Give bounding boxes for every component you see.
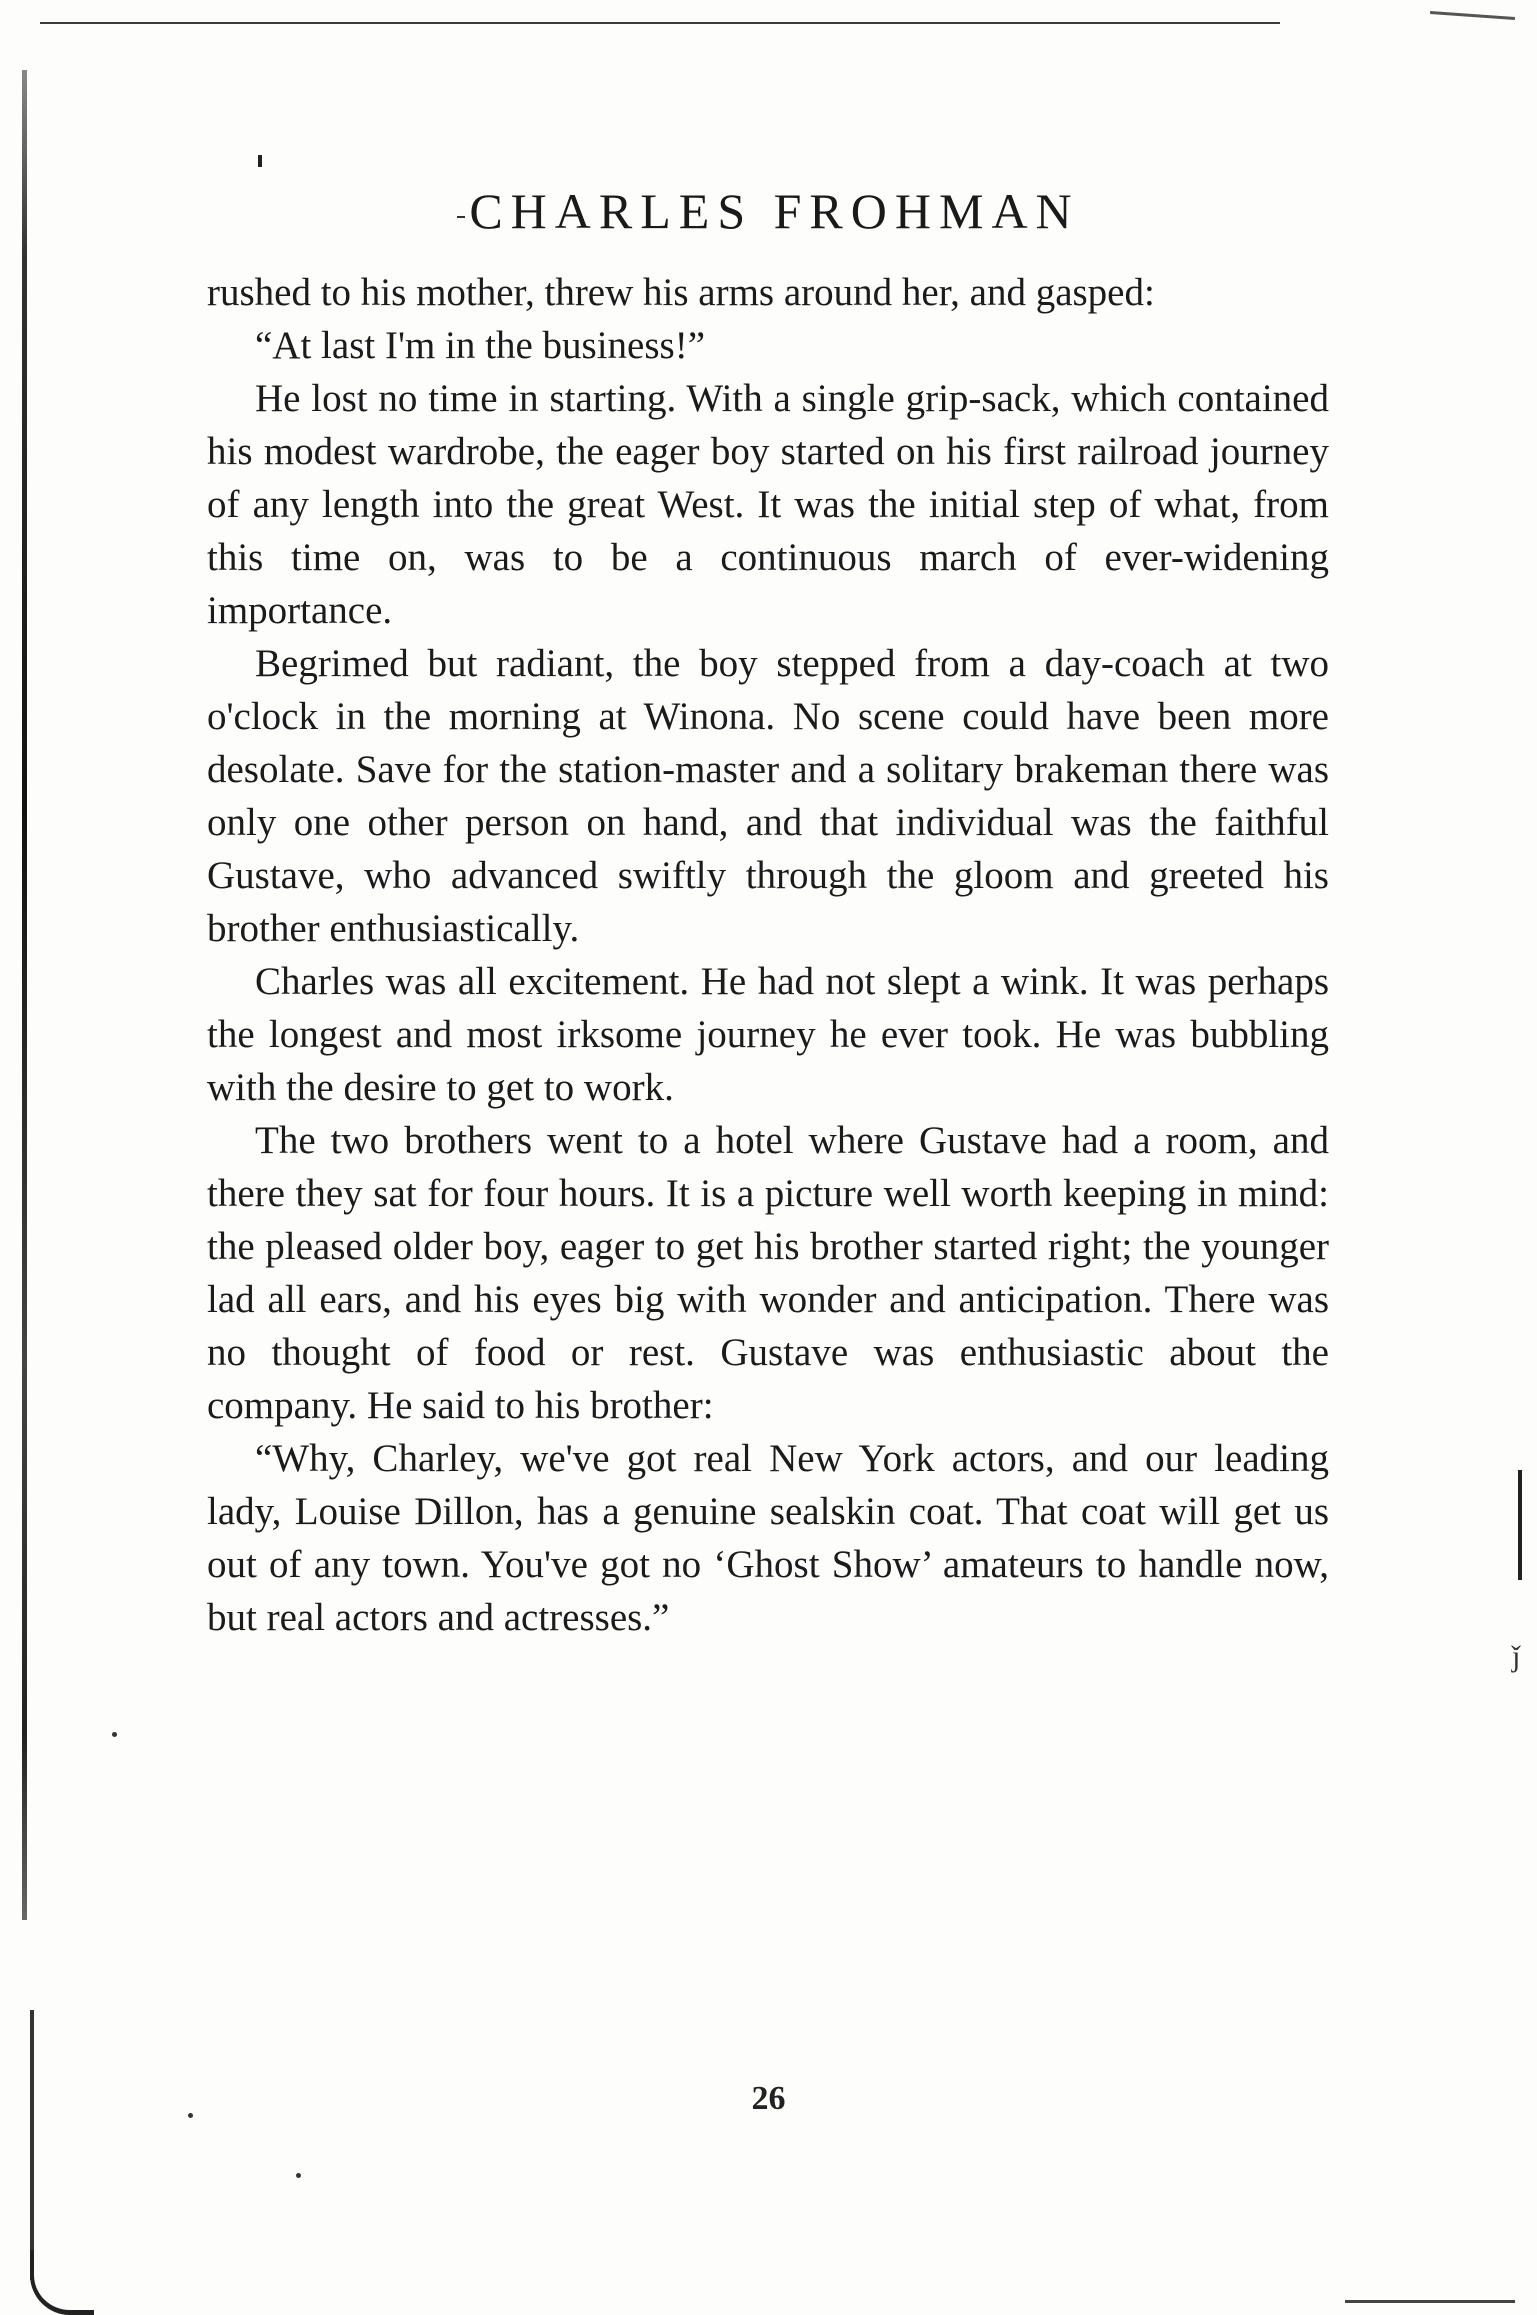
paragraph: Begrimed but radiant, the boy stepped from a day-coach at two o'clock in the morning at Winona. No scene could have been more desolate. Save for the station-master and a solitary brakeman there was only one other person on hand, and that individual was the faithful Gustave, who advanced swiftly through the gloom and greeted his brother enthusiastically. [207, 642, 1329, 950]
scan-left-edge-lower [30, 2010, 34, 2280]
margin-glyph: ǰ [1512, 1640, 1521, 1673]
paragraph: He lost no time in starting. With a single grip-sack, which contained his modest wardrobe, the eager boy started on his first railroad journey of any length into the great West. It was the initial step of what, from this time on, was to be a continuous march of ever-widening importance. [207, 377, 1329, 632]
paragraph: Charles was all excitement. He had not slept a wink. It was perhaps the longest and most irksome journey he ever took. He was bubbling with the desire to get to work. [207, 960, 1329, 1109]
running-head-dot [457, 216, 465, 218]
paragraph: rushed to his mother, threw his arms around her, and gasped: [207, 271, 1155, 314]
paragraph: “Why, Charley, we've got real New York actors, and our leading lady, Louise Dillon, has a genuine sealskin coat. That coat will get us out of any town. You've got no ‘Ghost Show’ amateurs to handle now, but real actors and actresses.” [207, 1437, 1329, 1639]
scan-top-rule-fragment [1430, 11, 1515, 20]
scan-tick-mark [258, 155, 262, 167]
page-number: 26 [751, 2080, 786, 2117]
running-head [0, 182, 1537, 240]
scan-left-edge-shadow [22, 70, 27, 1920]
margin-mark [1518, 1470, 1522, 1580]
scan-corner-shadow [30, 2250, 94, 2315]
body-text [207, 266, 1329, 1644]
running-head-text: CHARLES FROHMAN [469, 183, 1080, 239]
scan-speck [296, 2173, 301, 2178]
scan-top-rule [40, 22, 1280, 24]
paragraph: “At last I'm in the business!” [255, 324, 706, 367]
scan-speck [112, 1732, 117, 1737]
scan-bottom-rule [1345, 2300, 1515, 2303]
paragraph: The two brothers went to a hotel where Gustave had a room, and there they sat for four hours. It is a picture well worth keeping in mind: the pleased older boy, eager to get his brother started right; the younger lad all ears, and his eyes big with wonder and anticipation. There was no thought of food or rest. Gustave was enthusiastic about the company. He said to his brother: [207, 1119, 1329, 1427]
